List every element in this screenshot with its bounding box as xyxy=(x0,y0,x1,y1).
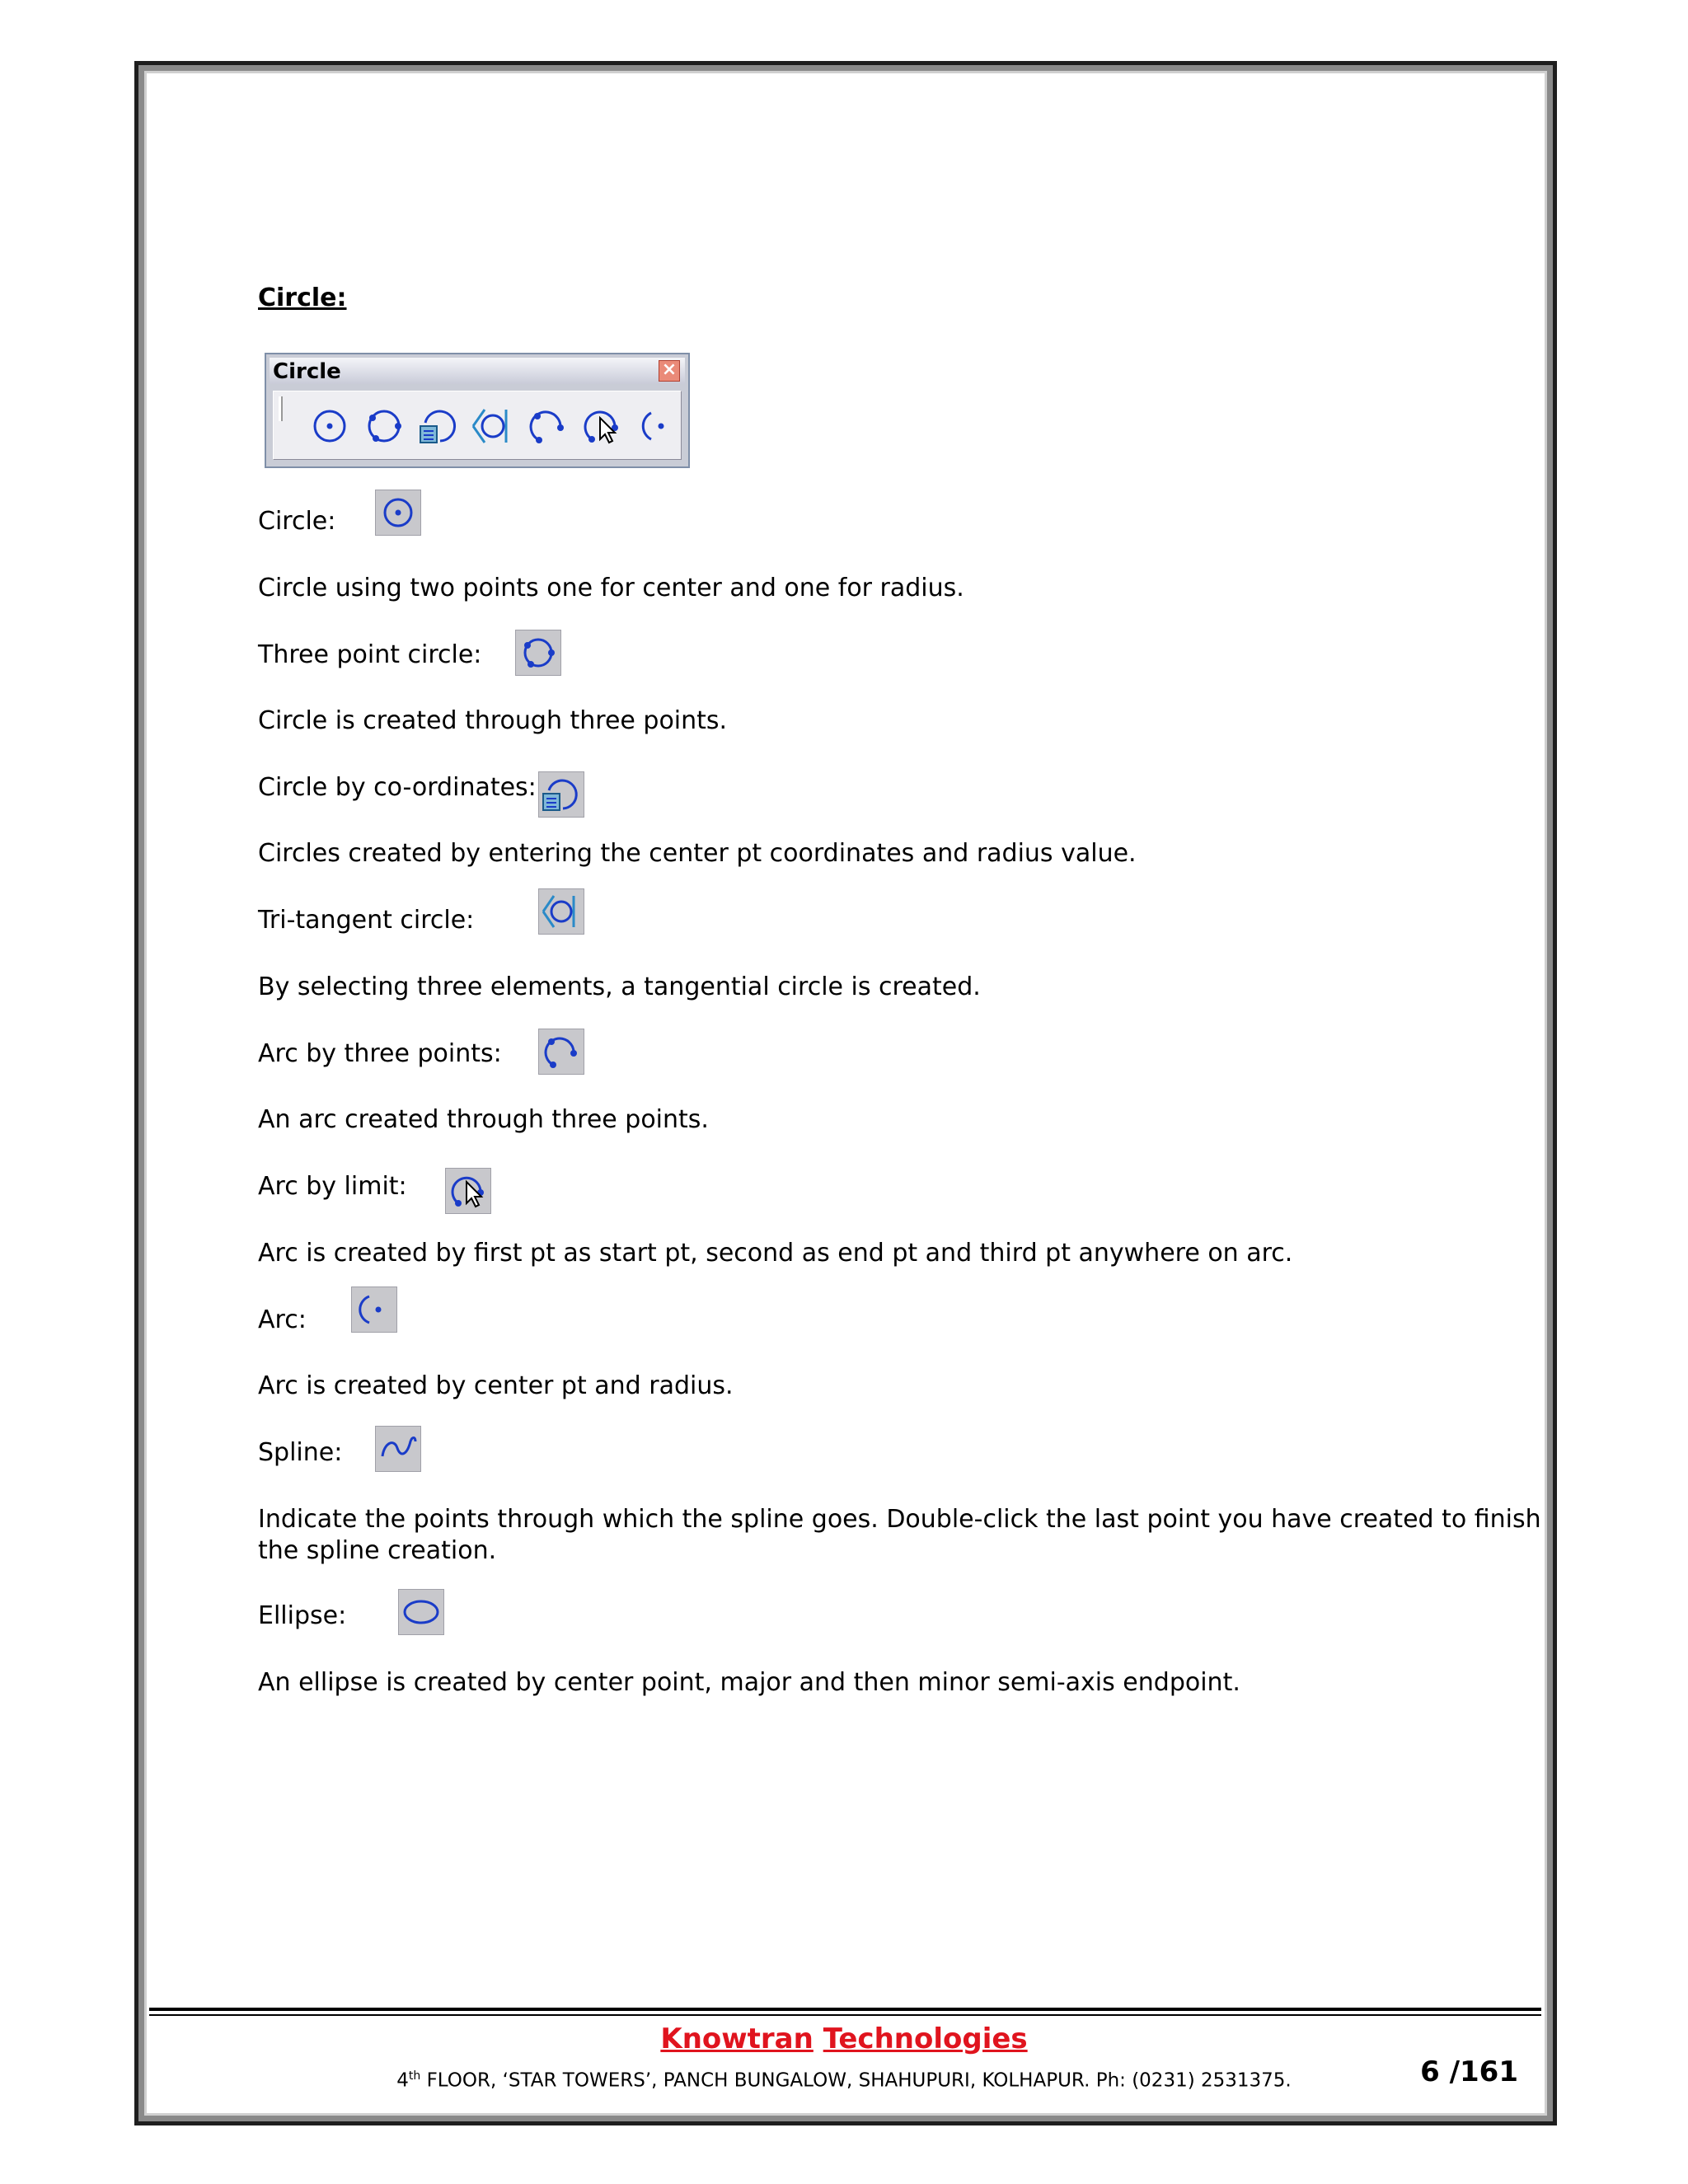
spline-icon[interactable] xyxy=(375,1426,421,1472)
item-description-tri-tangent-circle: By selecting three elements, a tangential circle is created. xyxy=(258,972,981,1001)
circle-by-coordinates-icon[interactable] xyxy=(415,403,462,449)
item-label-arc-by-three-points: Arc by three points: xyxy=(258,1039,502,1068)
item-label-circle-by-coordinates: Circle by co-ordinates: xyxy=(258,773,537,802)
item-description-ellipse: An ellipse is created by center point, major and then minor semi-axis endpoint. xyxy=(258,1668,1240,1697)
tri-tangent-circle-icon[interactable] xyxy=(538,888,584,935)
arc-by-limit-icon[interactable] xyxy=(579,403,625,449)
circle-by-coordinates-icon[interactable] xyxy=(538,771,584,818)
tri-tangent-circle-icon[interactable] xyxy=(470,403,516,449)
arc-icon[interactable] xyxy=(633,403,679,449)
toolbar-grip[interactable] xyxy=(279,396,283,421)
item-label-tri-tangent-circle: Tri-tangent circle: xyxy=(258,906,475,935)
circle-icon[interactable] xyxy=(375,490,421,536)
circle-icon[interactable] xyxy=(307,403,353,449)
arc-by-limit-icon[interactable] xyxy=(445,1168,491,1214)
address-floor-number: 4 xyxy=(396,2069,409,2092)
item-description-arc: Arc is created by center pt and radius. xyxy=(258,1371,734,1400)
page-number: 6 /161 xyxy=(1420,2055,1518,2088)
item-description-spline: Indicate the points through which the spline goes. Double-click the last point you have created to finish the spline creation. xyxy=(258,1505,1541,1565)
company-name xyxy=(0,2021,1688,2057)
arc-icon[interactable] xyxy=(351,1286,397,1333)
item-description-arc-by-limit: Arc is created by first pt as start pt, second as end pt and third pt anywhere on arc. xyxy=(258,1239,1293,1268)
circle-toolbar[interactable] xyxy=(265,353,690,468)
item-label-arc-by-limit: Arc by limit: xyxy=(258,1172,407,1201)
item-description-three-point-circle: Circle is created through three points. xyxy=(258,706,728,735)
item-label-spline: Spline: xyxy=(258,1438,343,1467)
close-button[interactable]: × xyxy=(659,360,680,382)
item-label-arc: Arc: xyxy=(258,1305,307,1334)
address-text: FLOOR, ‘STAR TOWERS’, PANCH BUNGALOW, SHAHUPURI, KOLHAPUR. Ph: (0231) 2531375. xyxy=(420,2069,1292,2092)
arc-by-three-points-icon[interactable] xyxy=(524,403,570,449)
toolbar-title: Circle xyxy=(273,359,341,384)
company-word-1: Knowtran xyxy=(660,2022,814,2055)
three-point-circle-icon[interactable] xyxy=(515,630,561,676)
item-label-ellipse: Ellipse: xyxy=(258,1601,347,1630)
toolbar-titlebar[interactable] xyxy=(270,358,685,384)
toolbar-body xyxy=(273,391,682,460)
item-description-arc-by-three-points: An arc created through three points. xyxy=(258,1105,709,1134)
item-label-circle: Circle: xyxy=(258,507,336,536)
address-floor-suffix: th xyxy=(408,2069,421,2083)
section-heading: Circle: xyxy=(258,284,347,312)
company-word-2: Technologies xyxy=(823,2022,1028,2055)
footer-rule-thin xyxy=(149,2014,1541,2016)
ellipse-icon[interactable] xyxy=(398,1589,444,1635)
item-description-circle-by-coordinates: Circles created by entering the center pt coordinates and radius value. xyxy=(258,839,1137,868)
item-label-three-point-circle: Three point circle: xyxy=(258,640,482,669)
arc-by-three-points-icon[interactable] xyxy=(538,1029,584,1075)
item-description-circle: Circle using two points one for center and one for radius. xyxy=(258,574,964,602)
three-point-circle-icon[interactable] xyxy=(361,403,407,449)
footer-rule xyxy=(149,2008,1541,2011)
